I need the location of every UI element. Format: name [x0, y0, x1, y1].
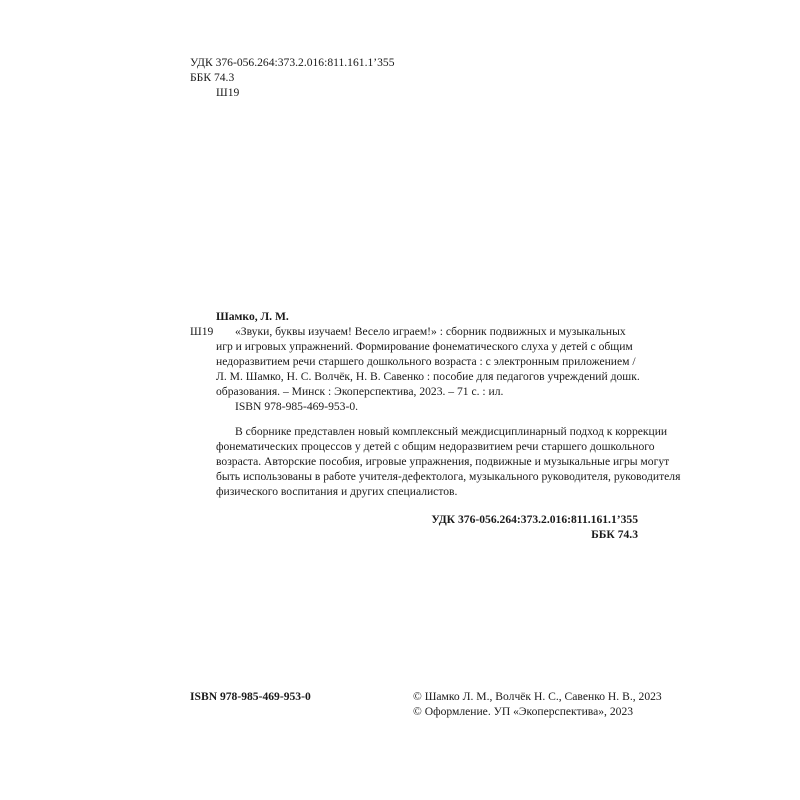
- footer-copyright-authors: © Шамко Л. М., Волчёк Н. С., Савенко Н. В., 2023: [413, 690, 662, 703]
- header-sign: Ш19: [216, 86, 240, 99]
- footer-isbn: ISBN 978-985-469-953-0: [190, 690, 311, 703]
- annotation-line: физического воспитания и других специалистов.: [216, 485, 458, 498]
- footer-copyright-design: © Оформление. УП «Экоперспектива», 2023: [413, 705, 634, 718]
- annotation-line: фонематических процессов у детей с общим недоразвитием речи старшего дошкольного: [216, 440, 655, 453]
- annotation-line: В сборнике представлен новый комплексный междисциплинарный подход к коррекции: [235, 425, 668, 438]
- classification-bbk: ББК 74.3: [591, 528, 638, 541]
- card-desc-line: образования. – Минск : Экоперспектива, 2023. – 71 с. : ил.: [216, 385, 504, 398]
- header-bbk: ББК 74.3: [190, 71, 235, 84]
- card-desc-line: недоразвитием речи старшего дошкольного возраста : с электронным приложением /: [216, 355, 636, 368]
- card-desc-line: игр и игровых упражнений. Формирование фонематического слуха у детей с общим: [216, 340, 633, 353]
- card-sign: Ш19: [190, 325, 214, 338]
- card-desc-line: «Звуки, буквы изучаем! Весело играем!» : сборник подвижных и музыкальных: [235, 325, 626, 338]
- card-isbn: ISBN 978-985-469-953-0.: [235, 400, 359, 413]
- header-udk: УДК 376-056.264:373.2.016:811.161.1’355: [190, 56, 395, 69]
- annotation-line: возраста. Авторские пособия, игровые упражнения, подвижные и музыкальные игры могут: [216, 455, 670, 468]
- annotation-line: быть использованы в работе учителя-дефектолога, музыкального руководителя, руководителя: [216, 470, 681, 483]
- card-desc-line: Л. М. Шамко, Н. С. Волчёк, Н. В. Савенко : пособие для педагогов учреждений дошк.: [216, 370, 640, 383]
- card-author: Шамко, Л. М.: [216, 310, 289, 323]
- classification-udk: УДК 376-056.264:373.2.016:811.161.1’355: [431, 513, 638, 526]
